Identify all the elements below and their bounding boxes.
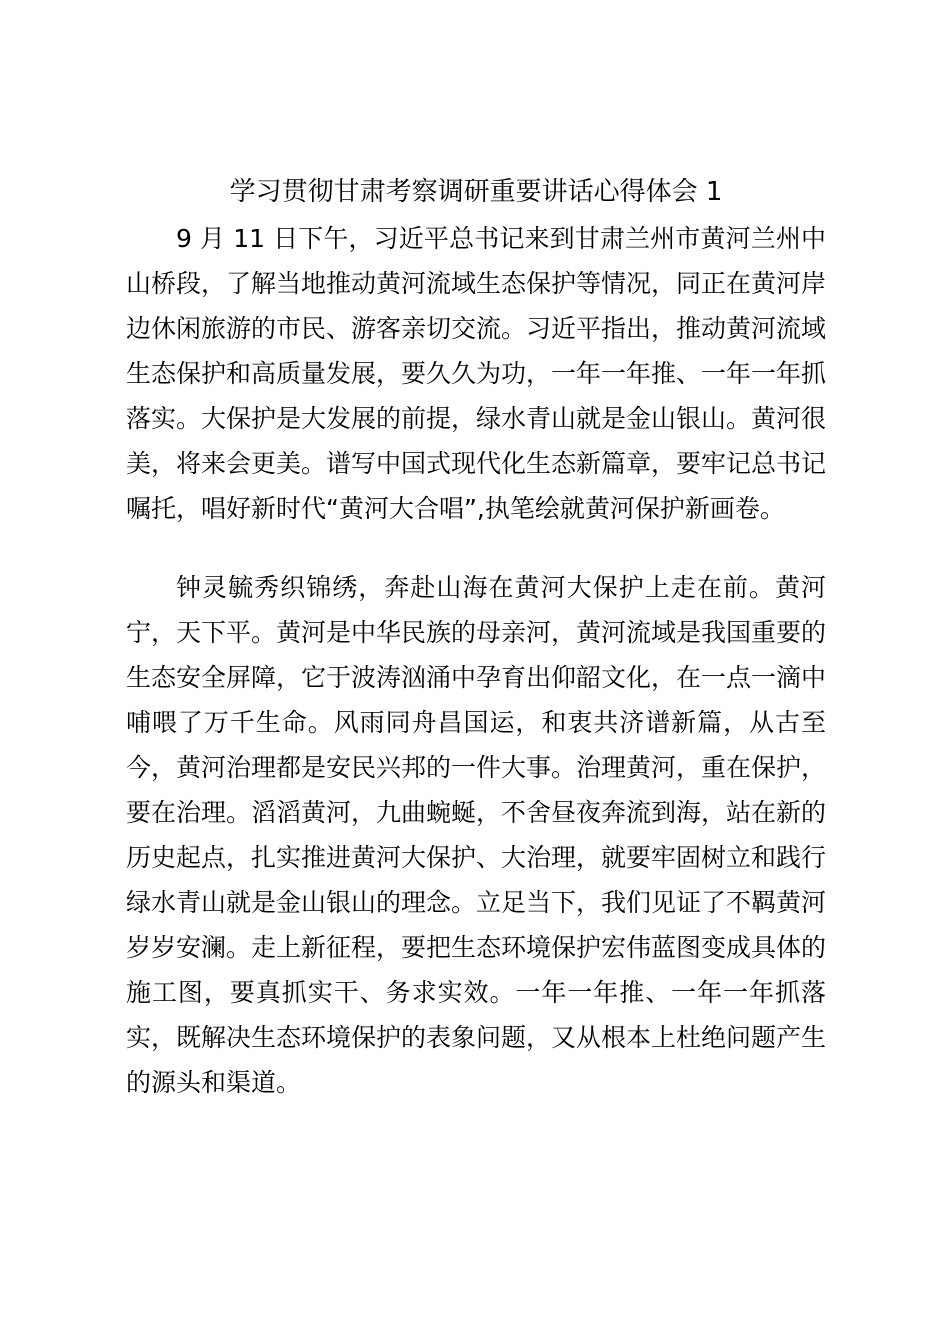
document-page [126,172,826,1105]
paragraph-1: 9 月 11 日下午，习近平总书记来到甘肃兰州市黄河兰州中山桥段，了解当地推动黄河流域生态保护等情况，同正在黄河岸边休闲旅游的市民、游客亲切交流。习近平指出，推动黄河流域生态保护和高质量发展，要久久为功，一年一年推、一年一年抓落实。大保护是大发展的前提，绿水青山就是金山银山。黄河很美，将来会更美。谱写中国式现代化生态新篇章，要牢记总书记嘱托，唱好新时代“黄河大合唱”,执笔绘就黄河保护新画卷。 [126,224,827,523]
paragraph-2: 钟灵毓秀织锦绣，奔赴山海在黄河大保护上走在前。黄河宁，天下平。黄河是中华民族的母亲河，黄河流域是我国重要的生态安全屏障，它于波涛汹涌中孕育出仰韶文化，在一点一滴中哺喂了万千生命。风雨同舟昌国运，和衷共济谱新篇，从古至今，黄河治理都是安民兴邦的一件大事。治理黄河，重在保护，要在治理。滔滔黄河，九曲蜿蜒，不舍昼夜奔流到海，站在新的历史起点，扎实推进黄河大保护、大治理，就要牢固树立和践行绿水青山就是金山银山的理念。立足当下，我们见证了不羁黄河岁岁安澜。走上新征程，要把生态环境保护宏伟蓝图变成具体的施工图，要真抓实干、务求实效。一年一年推、一年一年抓落实，既解决生态环境保护的表象问题，又从根本上杜绝问题产生的源头和渠道。 [126,573,827,1097]
document-title: 学习贯彻甘肃考察调研重要讲话心得体会 1 [229,177,723,207]
